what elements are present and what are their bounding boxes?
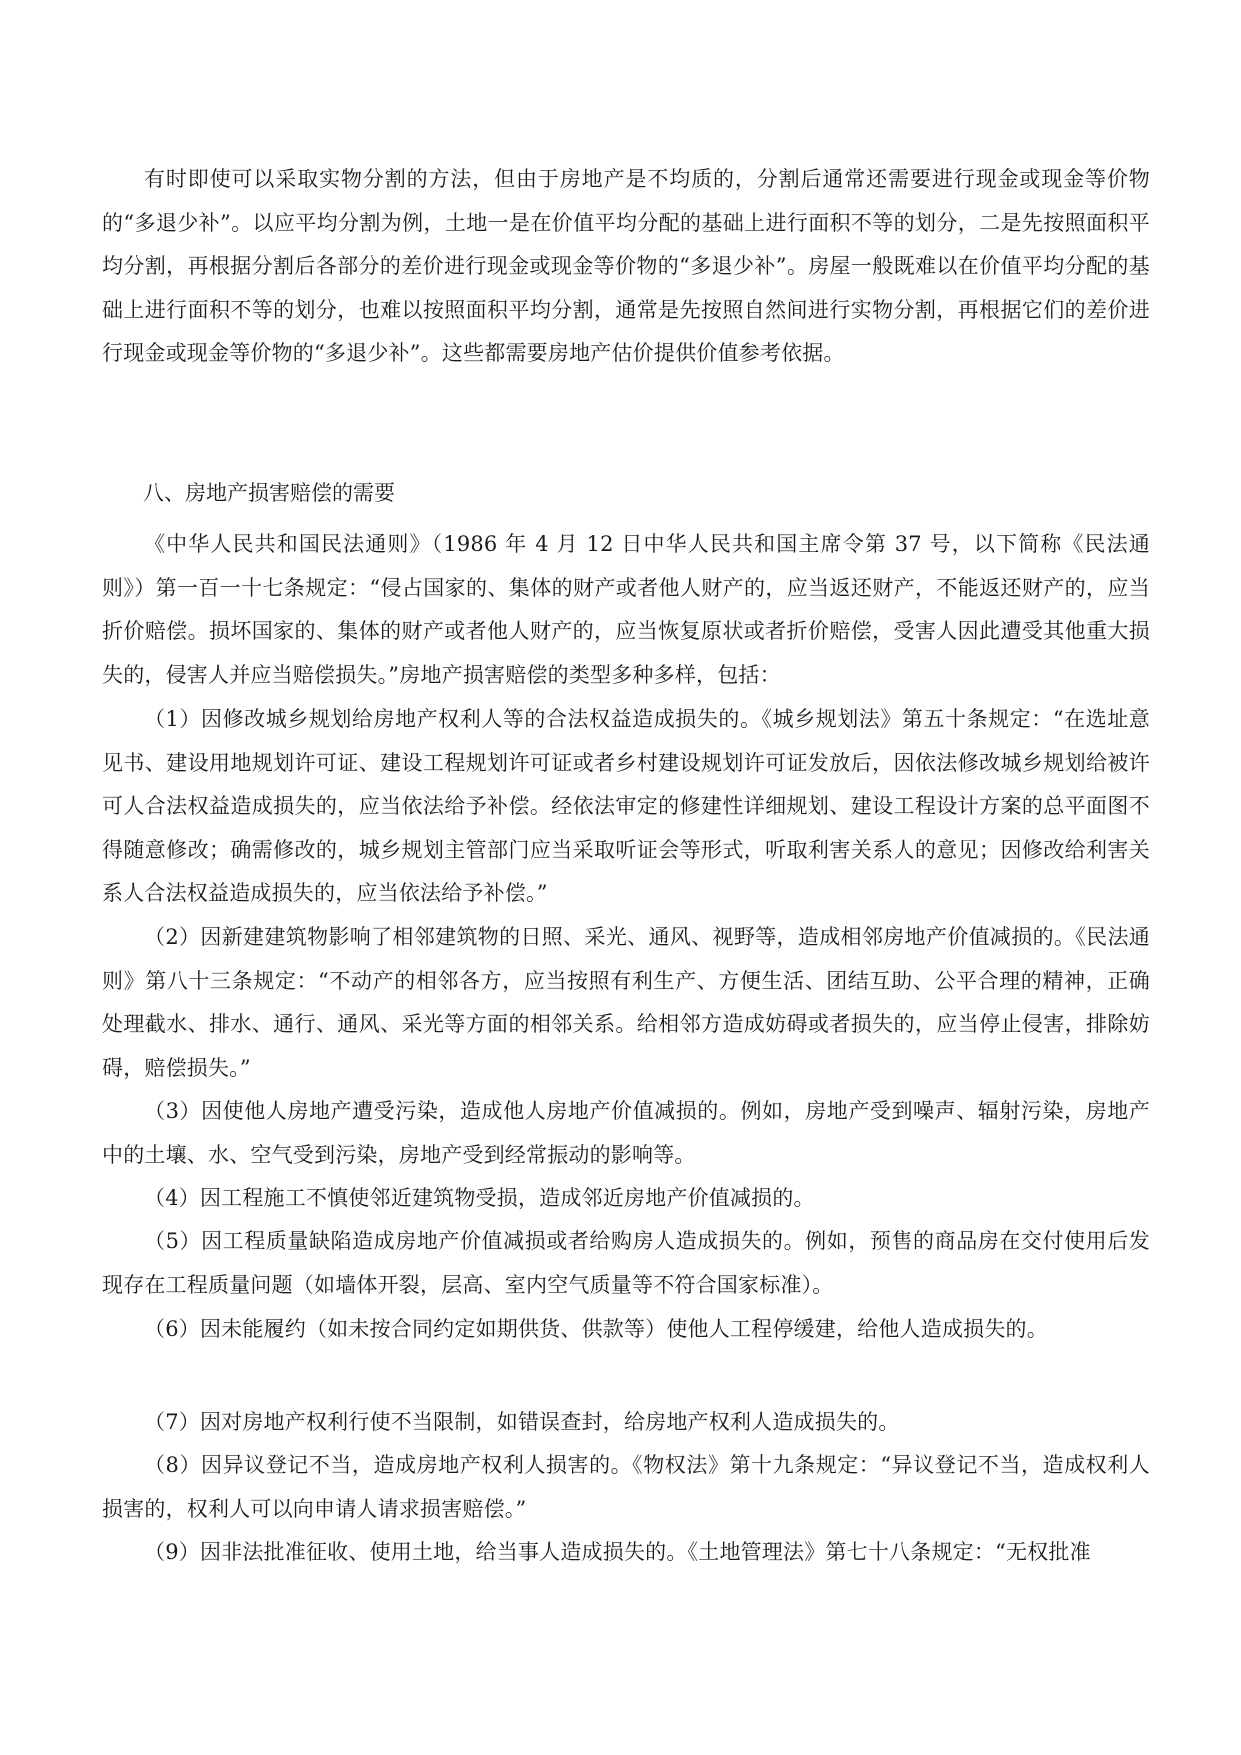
paragraph-civil-law: 《中华人民共和国民法通则》（1986 年 4 月 12 日中华人民共和国主席令第 37 号，以下简称《民法通则》）第一百一十七条规定：“侵占国家的、集体的财产或者他人财产的，应当返还财产，不能返还财产的，应当折价赔偿。损坏国家的、集体的财产或者他人财产的，应当恢复原状或者折价赔偿，受害人因此遭受其他重大损失的，侵害人并应当赔偿损失。”房地产损害赔偿的类型多种多样，包括： [102, 532, 1150, 687]
paragraph-partition: 有时即使可以采取实物分割的方法，但由于房地产是不均质的，分割后通常还需要进行现金或现金等价物的“多退少补”。以应平均分割为例，土地一是在价值平均分配的基础上进行面积不等的划分，二是先按照面积平均分割，再根据分割后各部分的差价进行现金或现金等价物的“多退少补”。房屋一般既难以在价值平均分配的基础上进行面积不等的划分，也难以按照面积平均分割，通常是先按照自然间进行实物分割，再根据它们的差价进行现金或现金等价物的“多退少补”。这些都需要房地产估价提供价值参考依据。 [102, 167, 1150, 365]
list-item-6: （6）因未能履约（如未按合同约定如期供货、供款等）使他人工程停缓建，给他人造成损失的。 [144, 1317, 1048, 1341]
list-item-2: （2）因新建建筑物影响了相邻建筑物的日照、采光、通风、视野等，造成相邻房地产价值减损的。《民法通则》第八十三条规定：“不动产的相邻各方，应当按照有利生产、方便生活、团结互助、公平合理的精神，正确处理截水、排水、通行、通风、采光等方面的相邻关系。给相邻方造成妨碍或者损失的，应当停止侵害，排除妨碍，赔偿损失。” [102, 925, 1150, 1080]
list-item-3: （3）因使他人房地产遭受污染，造成他人房地产价值减损的。例如，房地产受到噪声、辐射污染，房地产中的土壤、水、空气受到污染，房地产受到经常振动的影响等。 [102, 1099, 1150, 1167]
list-item-4: （4）因工程施工不慎使邻近建筑物受损，造成邻近房地产价值减损的。 [144, 1186, 815, 1210]
list-item-5: （5）因工程质量缺陷造成房地产价值减损或者给购房人造成损失的。例如，预售的商品房在交付使用后发现存在工程质量问题（如墙体开裂，层高、室内空气质量等不符合国家标准）。 [102, 1229, 1150, 1297]
list-item-8: （8）因异议登记不当，造成房地产权利人损害的。《物权法》第十九条规定：“异议登记不当，造成权利人损害的，权利人可以向申请人请求损害赔偿。” [102, 1453, 1150, 1521]
list-item-1: （1）因修改城乡规划给房地产权利人等的合法权益造成损失的。《城乡规划法》第五十条规定：“在选址意见书、建设用地规划许可证、建设工程规划许可证或者乡村建设规划许可证发放后，因依法修改城乡规划给被许可人合法权益造成损失的，应当依法给予补偿。经依法审定的修建性详细规划、建设工程设计方案的总平面图不得随意修改；确需修改的，城乡规划主管部门应当采取听证会等形式，听取利害关系人的意见；因修改给利害关系人合法权益造成损失的，应当依法给予补偿。” [102, 707, 1150, 905]
list-item-9: （9）因非法批准征收、使用土地，给当事人造成损失的。《土地管理法》第七十八条规定：“无权批准 [144, 1540, 1091, 1564]
list-item-7: （7）因对房地产权利行使不当限制，如错误查封，给房地产权利人造成损失的。 [144, 1410, 900, 1434]
section-heading: 八、房地产损害赔偿的需要 [143, 481, 395, 505]
